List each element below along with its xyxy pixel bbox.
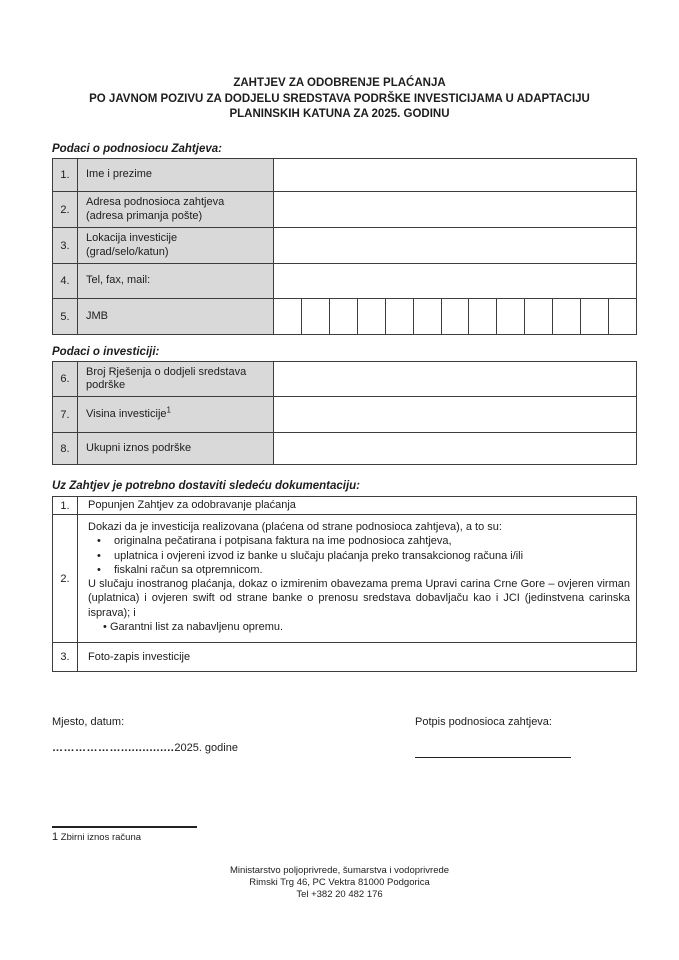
row-label: Visina investicije$^1$ [78,397,274,432]
date-dots: ………………............... [52,742,175,754]
jmb-digit-cell[interactable] [385,299,413,334]
jmb-digit-cell[interactable] [608,299,636,334]
applicant-table [52,158,637,335]
doc-foreign-payment-paragraph: U slučaju inostranog plaćanja, dokaz o izmirenim obavezama prema Upravi carina Crne Gore – ovjeren virman (uplatnica) i ovjeren swift od strane banke o prenosu sredstava dobavljaču kao i JCI (jedinstvena carinska isprava); i [88,578,630,619]
date-year-suffix: 2025. godine [174,742,238,754]
doc-proofs-intro: Dokazi da je investicija realizovana (plaćena od strane podnosioca zahtjeva), a to su: [88,521,502,533]
jmb-digit-cell[interactable] [441,299,469,334]
row-label: Lokacija investicije (grad/selo/katun) [78,228,274,263]
bullet-icon: • [97,535,101,548]
jmb-digit-cell[interactable] [552,299,580,334]
jmb-digit-cell[interactable] [524,299,552,334]
footnote-reference: 1 [166,405,171,415]
table-row [53,362,636,396]
footnote-separator [52,826,197,828]
table-row [53,227,636,263]
footnote: 1 Zbirni iznos računa [52,831,142,843]
row-number: 8. [53,433,78,464]
row-label: Ukupni iznos podrške [78,433,274,464]
table-row [53,497,636,514]
row-number: 1. [53,159,78,191]
table-row [53,191,636,227]
row-number: 5. [53,299,78,334]
list-item: • originalna pečatirana i potpisana faktura na ime podnosioca zahtjeva, [88,534,630,548]
visina-investicije-field[interactable] [274,397,636,432]
lokacija-investicije-field[interactable] [274,228,636,263]
ministry-footer [0,865,679,901]
list-item: • Garantni list za nabavljenu opremu. [88,620,630,634]
bullet-icon: • [97,549,101,562]
documentation-table [52,496,637,672]
row-number: 2. [53,192,78,227]
jmb-digit-cell[interactable] [496,299,524,334]
table-row [53,396,636,432]
footer-ministry-name: Ministarstvo poljoprivrede, šumarstva i vodoprivrede [229,865,450,876]
row-number: 1. [53,497,78,514]
adresa-podnosioca-field[interactable] [274,192,636,227]
investment-table [52,361,637,465]
jmb-digit-cell[interactable] [413,299,441,334]
ime-i-prezime-field[interactable] [274,159,636,191]
row-label: Adresa podnosioca zahtjeva (adresa primanja pošte) [78,192,274,227]
list-item: • uplatnica i ovjereni izvod iz banke u slučaju plaćanja preko transakcionog računa i/ili [88,549,630,563]
title-line-1: ZAHTJEV ZA ODOBRENJE PLAĆANJA [233,77,446,89]
footnote-number: 1 [52,831,59,843]
row-number: 4. [53,264,78,298]
row-number: 2. [53,515,78,642]
jmb-digit-cell[interactable] [274,299,301,334]
table-row [53,642,636,671]
row-label: Broj Rješenja o dodjeli sredstava podrške [78,362,274,396]
jmb-digit-cell[interactable] [329,299,357,334]
jmb-digit-cell[interactable] [468,299,496,334]
doc-item-text [78,515,636,642]
jmb-cells [274,299,636,334]
row-label: Tel, fax, mail: [78,264,274,298]
broj-rjesenja-field[interactable] [274,362,636,396]
jmb-digit-cell[interactable] [357,299,385,334]
table-row [53,432,636,464]
investment-section-heading: Podaci o investiciji: [52,346,160,358]
footer-address: Rimski Trg 46, PC Vektra 81000 Podgorica [249,877,430,888]
table-row [53,514,636,642]
row-number: 3. [53,643,78,671]
signature-line[interactable] [415,745,571,758]
place-date-label: Mjesto, datum: [52,716,125,728]
bullet-icon: • [97,563,101,576]
date-fill-line[interactable] [52,742,238,754]
applicant-section-heading: Podaci o podnosiocu Zahtjeva: [52,143,222,155]
doc-item-text: Popunjen Zahtjev za odobravanje plaćanja [88,499,296,511]
row-label: JMB [78,299,274,334]
list-item: • fiskalni račun sa otpremnicom. [88,563,630,577]
jmb-digit-cell[interactable] [301,299,329,334]
title-line-2: PO JAVNOM POZIVU ZA DODJELU SREDSTAVA PODRŠKE INVESTICIJAMA U ADAPTACIJU [89,92,590,105]
row-number: 7. [53,397,78,432]
ukupni-iznos-podrske-field[interactable] [274,433,636,464]
document-title [0,76,679,123]
tel-fax-mail-field[interactable] [274,264,636,298]
row-label: Ime i prezime [78,159,274,191]
jmb-digit-cell[interactable] [580,299,608,334]
documentation-section-heading: Uz Zahtjev je potrebno dostaviti sledeću dokumentaciju: [52,480,360,492]
signature-label: Potpis podnosioca zahtjeva: [415,716,552,728]
footer-phone: Tel +382 20 482 176 [296,889,383,900]
row-number: 3. [53,228,78,263]
table-row [53,263,636,298]
bullet-icon: • [103,621,107,634]
table-row [53,159,636,191]
table-row [53,298,636,334]
doc-item-text: Foto-zapis investicije [88,650,191,663]
row-number: 6. [53,362,78,396]
title-line-3: PLANINSKIH KATUNA ZA 2025. GODINU [229,108,450,120]
